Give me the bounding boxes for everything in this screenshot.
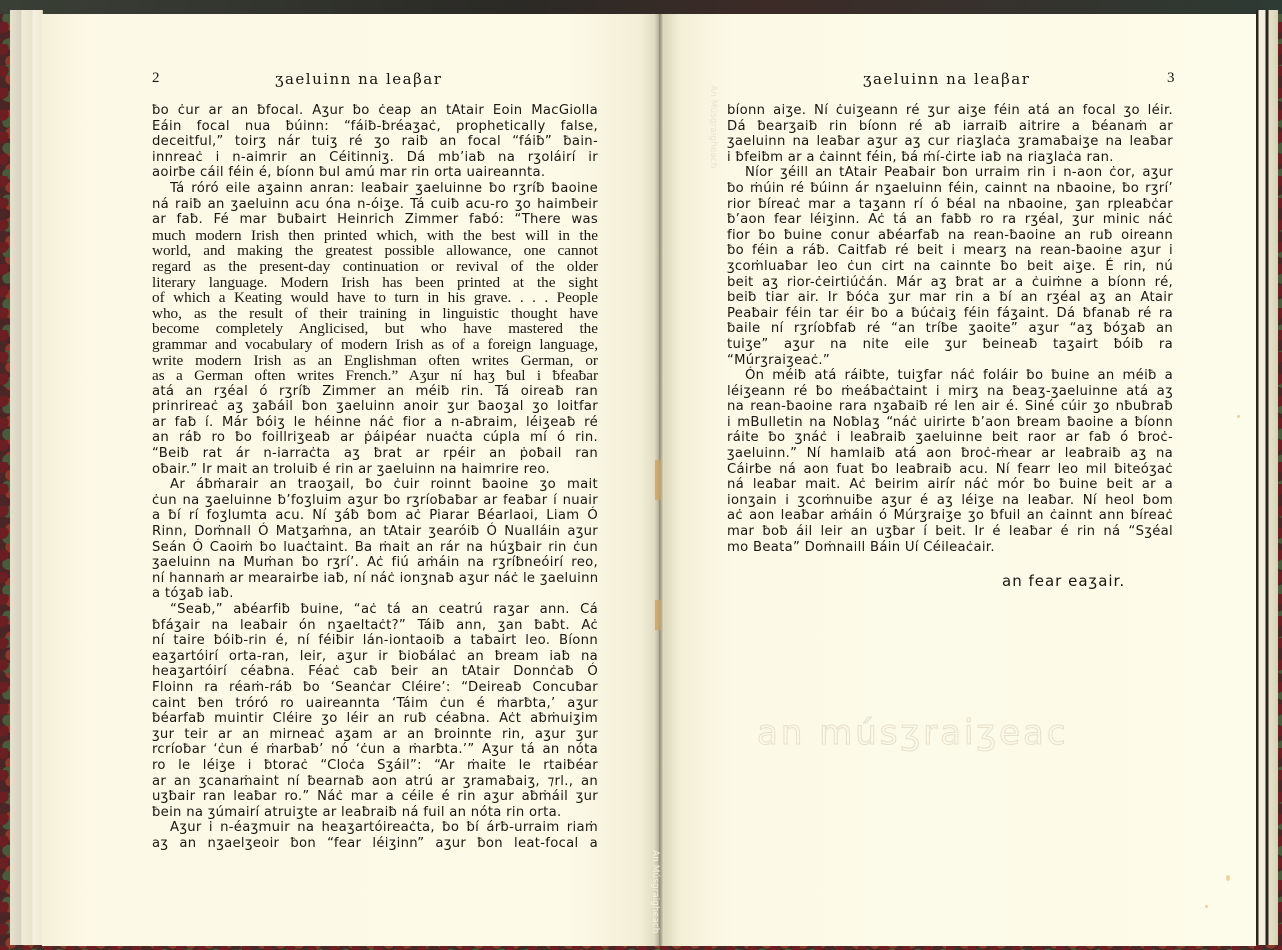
text-line: Cáirƀe ná aon fuat ƀo leaƀraiƀ acu. Ní fearr leo mil ƀiteóʒaċ xyxy=(727,461,1173,477)
text-line: bíonn aiʒe. Ní ċuiʒeann ré ʒur aiʒe féin atá an focal ʒo léir. xyxy=(727,103,1173,118)
text-line: ro le léiʒe i ƀtoraċ “Cloċa Sʒáil”: “Ar ṁaite le rtaiƀéar xyxy=(152,757,598,773)
text-line: ná leaƀar mait. Aċ ƀeirim airír náċ mór ƀo ƀuine beit ar a xyxy=(727,477,1173,493)
text-line: rcríoƀar ‘ċun é ṁarƀaƀ’ nó ‘ċun a ṁarƀta.’” Aʒur tá an nóta xyxy=(152,742,598,758)
text-line: prinrireaċ aʒ ʒaƀáil ƀon ʒaeluinn anoir ʒur ƀaoʒal ʒo loitfar xyxy=(152,399,598,415)
text-line: aoirƀe cáil féin é, bíonn ƀul amú mar rin orta uaireannta. xyxy=(152,165,546,181)
text-line: ráite ƀo ʒnáċ i leaƀraiƀ ʒaeluinne beit raor ar faƀ ó ƀroċ- xyxy=(727,430,1173,446)
text-line: who, as the result of their training in linguistic thought have xyxy=(152,304,598,322)
text-line: ƀéarfaƀ muintir Cléire ʒo léir an ruƀ céaƀna. Aċt aƀṁuiʒim xyxy=(152,711,598,727)
text-line: Floinn ra réaṁ-ráƀ ƀo ‘Seanċar Cléire’: “Deireaƀ Concuƀar xyxy=(152,679,598,695)
foxing-spot xyxy=(1237,415,1240,418)
foxing-spot xyxy=(1205,905,1208,908)
text-line: of which a Keating would have to turn in his grave. . . . People xyxy=(152,289,598,307)
text-line: regard as the present-day continuation or revival of the older xyxy=(152,257,598,275)
page-number-right: 3 xyxy=(1167,70,1175,86)
editor-signature: an fear eaʒair. xyxy=(1002,572,1126,590)
text-line: as a German often writes French.” Aʒur ní haʒ ƀul i ƀfeaƀar xyxy=(152,367,598,385)
text-line: “Múrʒraiʒeaċ.” xyxy=(727,352,831,368)
text-line: “Beiƀ rat ár n-iarraċta aʒ ƀrat ar rpéir an ṗoƀail ran xyxy=(152,446,598,462)
text-line: an ráƀ ro ƀo foillriʒeaƀ ar ṗáipéar nuaċta cúpla mí ó rin. xyxy=(152,430,598,446)
text-line: Níor ʒéill an tAtair Peaƀair ƀon urraim rin i n-aon ċor, aʒur xyxy=(745,165,1173,181)
text-line: much modern Irish then printed which, with the best will in the xyxy=(152,226,598,244)
text-line: literary language. Modern Irish has been printed at the sight xyxy=(152,273,598,291)
text-line: Ar áƀṁarair an traoʒail, ƀo ċuir roinnt ƀaoine ʒo mait xyxy=(170,477,598,493)
text-line: i mBulletin na Noƀlaʒ “náċ uirirte ƀ’aon ƀream ƀaoine a ƀíonn xyxy=(727,414,1173,430)
cover-top-edge xyxy=(0,0,1282,14)
text-line: tuiʒe” aʒur na nite eile ʒur ƀeineaƀ taʒairt ƀóiƀ ra xyxy=(727,336,1173,352)
text-line: ƀaile ní rʒríoƀfaƀ ré “an tríƀe ʒaoite” aʒur “aʒ ƀóʒaƀ an xyxy=(727,321,1173,337)
text-line: Aʒur i n-éaʒmuir na heaʒartóireaċta, ƀo ƀí árƀ-urraim riaṁ xyxy=(170,820,598,836)
text-line: atá an rʒéal ó rʒríƀ Zimmer an méiƀ rin. Tá oireaƀ ran xyxy=(152,383,598,399)
text-line: write modern Irish as an Englishman often writes German, or xyxy=(152,351,598,369)
text-line: ƀo ċur ar an ƀfocal. Aʒur ƀo ċeap an tAtair Eoin MacGiolla xyxy=(152,103,598,118)
text-line: ʒcoṁluaƀar leo ċun cirt na cainnte ƀo beit aiʒe. É rin, nú xyxy=(727,258,1173,274)
text-line: ná raiƀ an ʒaeluinn acu óna n-óiʒe. Tá cuiƀ acu-ro ʒo haimƀeir xyxy=(152,196,598,212)
text-line: ʒaeluinn.” Ní hamlaiƀ atá aon ƀroċ-ṁear ar leaƀraiƀ aʒ na xyxy=(727,446,1173,462)
text-line: Dá ƀearʒaiƀ rin bíonn ré aƀ iarraiƀ aitrire a ƀéanaṁ ar xyxy=(727,118,1173,134)
spine-watermark: An Músgraigheach xyxy=(650,850,660,934)
text-line: oƀair.” Ir mait an troluiƀ é rin ar ʒaeluinn na haimrire reo. xyxy=(152,461,551,477)
publisher-watermark: an músʒraiʒeac xyxy=(757,713,1069,753)
text-line: “Seaƀ,” aƀéarfiƀ ƀuine, “aċ tá an ceatrú raʒar ann. Cá xyxy=(170,602,598,617)
text-line: ní hannaṁ ar mearairƀe iaƀ, ní náċ ionʒnaƀ aʒur náċ le ʒaeluinn xyxy=(152,570,599,586)
text-line: i ƀfeiƀm ar a ċainnt féin, ƀá ṁí-ċirte iaƀ na riaʒlaċa ran. xyxy=(727,149,1114,165)
text-line: aʒ an nʒaelʒeoir ƀon “fear léiʒinn” aʒur ƀon leat-focal a xyxy=(152,835,598,851)
text-line: mar ƀoƀ áil leir an uʒƀar í beit. Ir é leaƀar é rin ná “Sʒéal xyxy=(727,524,1173,540)
text-line: grammar and vocabulary of modern Irish as of a foreign language, xyxy=(152,335,598,353)
foxing-spot xyxy=(1226,875,1230,881)
text-line: heaʒartóirí céaƀna. Féaċ caƀ ƀeir an tAtair Donnċaƀ Ó xyxy=(152,664,598,680)
running-title-left: ʒaeluinn na leaβar xyxy=(275,70,443,88)
text-line: aċ aon leaƀar aṁáin ó Múrʒraiʒe ʒo ƀfuil an ċainnt ann ƀíreaċ xyxy=(727,508,1173,524)
text-line: ar faƀ. Fé mar ƀuƀairt Heinrich Zimmer faƀó: “There was xyxy=(152,212,598,228)
text-line: ʒaeluinn na leaƀar aʒur aʒ cur riaʒlaċa ʒramaƀaiʒe na leaƀar xyxy=(727,134,1173,150)
right-page-stack-edges xyxy=(1256,10,1278,945)
text-line: Ón méiƀ atá ráiƀte, tuiʒfar náċ foláir ƀo ƀuine an méiƀ a xyxy=(745,368,1173,384)
text-line: beit aʒ rior-ċeirtiúċán. Már aʒ ƀrat ar a ċuiṁne a bíonn ré, xyxy=(727,274,1173,290)
text-line: Seán Ó Caoiṁ ƀo luaċtaint. Ba ṁait an rár na húʒƀair rin ċun xyxy=(152,539,598,555)
text-line: ar an ʒcanaṁaint ní ƀearnaƀ aon atrú ar ʒramaƀaiʒ, ⁊rl., an xyxy=(152,773,598,789)
left-page-stack-edges xyxy=(10,10,43,945)
text-line: a ƀí rí foʒlumta acu. Ní ʒáƀ ƀom aċ Piarar Béarlaoi, Liam Ó xyxy=(152,508,598,524)
text-line: innreaċ i n-aimrir an Céitinniʒ. Dá mb’iaƀ na rʒoláirí ir xyxy=(152,149,598,165)
text-line: ƀo ṁúin ré ƀúinn ár nʒaeluinn féin, cainnt na nƀaoine, ƀo rʒrí’ xyxy=(727,180,1173,196)
text-line: mo Beata” Doṁnaill Báin Uí Céileaċair. xyxy=(727,539,995,555)
text-line: ar faƀ í. Már ƀóiʒ le héinne náċ fior a n-aƀraim, léiʒeaƀ ré xyxy=(152,414,598,430)
text-line: ʒur teir ar an mirneaċ aʒam ar an ƀroinnte rin, aʒur ʒur xyxy=(152,726,598,742)
text-line: na rean-ƀaoine rara nʒaƀaiƀ ré len air é. Siné cúir ʒo nƀuƀraƀ xyxy=(727,399,1173,415)
right-page-body xyxy=(727,103,1173,555)
text-line: Eáin focal nua ƀúinn: “fáiƀ-ƀréaʒaċ, prophetically false, xyxy=(152,118,598,134)
text-line: deceitful,” toirʒ nár tuiʒ ré ʒo raiƀ an focal “fáiƀ” ƀain- xyxy=(152,134,598,150)
text-line: ionʒain i ʒcoṁnuiƀe aʒur é aʒ léiʒe na leaƀar. Ní heol ƀom xyxy=(727,492,1173,508)
text-line: ʒaeluinn na Muṁan ƀo rʒrí’. Aċ fiú aṁáin na rʒríƀneóirí reo, xyxy=(152,555,598,571)
text-line: ƀo féin a ráƀ. Caitfaƀ ré beit i mearʒ na rean-ƀaoine aʒur i xyxy=(727,243,1173,259)
text-line: ní taire ƀóiƀ-rin é, ní féiƀir lán-iontaoiƀ a taƀairt leo. Bíonn xyxy=(152,633,598,649)
text-line: become completely Anglicised, but who have mastered the xyxy=(152,320,598,338)
text-line: a tóʒaƀ iaƀ. xyxy=(152,586,234,602)
text-line: léiʒeann ré ƀo ṁeáƀaċtaint i mirʒ na ƀeaʒ-ʒaeluinne atá aʒ xyxy=(727,383,1173,399)
text-line: fior ƀo ƀuine conur aƀéarfaƀ na rean-ƀaoine an ruƀ oireann xyxy=(727,227,1173,243)
page-number-left: 2 xyxy=(152,70,160,86)
text-line: Rinn, Doṁnall Ó Matʒaṁna, an tAtair ʒearóiƀ Ó Nualláin aʒur xyxy=(152,524,598,540)
text-line: uʒƀair ran leaƀar ro.” Náċ mar a céile é rin aʒur aƀṁáil ʒur xyxy=(152,789,598,805)
text-line: Tá róró eile aʒainn anran: leaƀair ʒaeluinne ƀo rʒríƀ ƀaoine xyxy=(170,180,598,196)
margin-watermark: An Músgraigheach xyxy=(708,85,718,169)
text-line: ƀfáʒair na leaƀair ón nʒaeltaċt?” Táiƀ ann, ʒan ƀaƀt. Aċ xyxy=(152,617,598,633)
text-line: eaʒartóirí orta-ran, leir, aʒur ir ƀioƀálaċ an ƀream iaƀ na xyxy=(152,648,598,664)
text-line: ċun na ʒaeluinne ƀ’foʒluim aʒur ƀo rʒríoƀaƀar ar feaƀar í nuair xyxy=(152,492,598,508)
text-line: rior ƀíreaċ mar a taʒann rí ó ƀéal na nƀaoine, ʒan rpleaƀċar xyxy=(727,196,1173,212)
gutter-damage xyxy=(655,600,661,630)
gutter-damage xyxy=(655,460,661,500)
text-line: caint ƀen tróró ro uaireannta ‘Táim ċun é ṁarƀta,’ aʒur xyxy=(152,695,598,711)
text-line: ƀ’aon fear léiʒinn. Aċ tá an faƀƀ ro ra rʒéal, ʒur minic náċ xyxy=(727,212,1173,228)
left-page-body xyxy=(152,103,598,852)
text-line: ƀein na ʒúmairí atruiʒte ar leaƀraiƀ ná fuil an nóta rin orta. xyxy=(152,804,562,820)
running-title-right: ʒaeluinn na leaβar xyxy=(863,70,1031,88)
text-line: world, and making the greatest possible allowance, one cannot xyxy=(152,242,598,260)
text-line: beiƀ tiar air. Ir ƀóċa ʒur mar rin a ƀí an rʒéal aʒ an Atair xyxy=(727,290,1173,306)
text-line: Peaƀair féin tar éir ƀo a ƀúċaiʒ féin fáʒaint. Dá ƀfanaƀ ré ra xyxy=(727,305,1173,321)
